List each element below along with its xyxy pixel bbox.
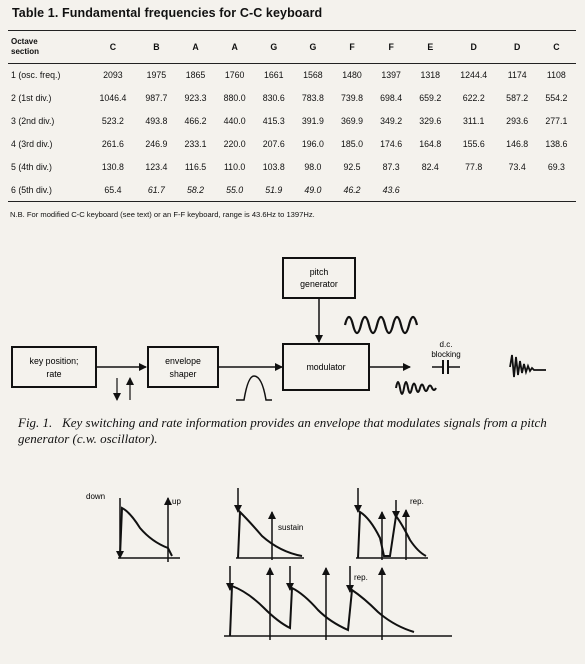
table-cell: 61.7 (147, 184, 165, 195)
modulator-label: modulator (306, 362, 346, 372)
table-cell: 659.2 (419, 93, 442, 103)
env-box-line1: envelope (165, 356, 201, 366)
table-cell: 46.2 (343, 184, 361, 195)
table-title: Table 1. Fundamental frequencies for C-C keyboard (12, 6, 323, 20)
table-cell: 987.7 (145, 93, 168, 103)
pitch-box-line1: pitch (309, 267, 329, 277)
note-header: C (553, 42, 560, 52)
table-note: N.B. For modified C-C keyboard (see text) or an F-F keyboard, range is 43.6Hz to 1397Hz. (10, 210, 315, 219)
table-cell: 415.3 (262, 116, 285, 126)
table-cell: 51.9 (265, 184, 283, 195)
table-cell: 130.8 (101, 162, 124, 172)
table-cell: 82.4 (421, 162, 439, 172)
table-cell: 92.5 (343, 162, 361, 172)
dc-label-line2: blocking (431, 350, 461, 359)
table-cell: 830.6 (262, 93, 285, 103)
note-header: G (270, 42, 278, 52)
row-label: 5 (4th div.) (11, 162, 52, 172)
pitch-sine-wave (345, 317, 417, 333)
table-cell: 65.4 (104, 184, 122, 195)
table-cell: 43.6 (382, 184, 400, 195)
table-cell: 233.1 (184, 139, 207, 149)
table-cell: 783.8 (301, 93, 324, 103)
table-cell: 110.0 (223, 162, 246, 172)
table-cell: 1244.4 (460, 70, 488, 81)
figure-number: Fig. 1. (18, 415, 53, 430)
table-cell: 739.8 (340, 93, 363, 103)
table-cell: 196.0 (301, 139, 324, 149)
note-header: A (231, 42, 238, 52)
table-cell: 277.1 (545, 116, 568, 126)
table-cell: 1318 (420, 70, 441, 81)
note-header: B (153, 42, 160, 52)
table-cell: 1480 (342, 70, 362, 81)
up-label: up (172, 497, 181, 506)
capacitor-symbol (432, 360, 460, 374)
table-cell: 554.2 (545, 93, 568, 103)
row-label: 6 (5th div.) (11, 184, 52, 195)
key-box-line1: key position; (29, 356, 79, 366)
table-cell: 73.4 (508, 162, 526, 172)
row-label: 2 (1st div.) (11, 93, 52, 103)
envelope-pulse-shape (236, 376, 272, 400)
note-header: F (349, 42, 355, 52)
note-header: F (388, 42, 394, 52)
table-cell: 164.8 (419, 139, 442, 149)
pitch-generator-box (283, 258, 355, 298)
table-cell: 587.2 (506, 93, 529, 103)
table-cell: 622.2 (462, 93, 485, 103)
rep-label-2: rep. (354, 573, 368, 582)
table-cell: 1975 (146, 70, 167, 81)
table-cell: 1108 (546, 70, 566, 81)
table-cell: 146.8 (506, 139, 529, 149)
table-cell: 246.9 (145, 139, 168, 149)
note-header: G (309, 42, 317, 52)
table-cell: 220.0 (223, 139, 246, 149)
table-cell: 1661 (263, 70, 284, 81)
row-label: 1 (osc. freq.) (11, 70, 61, 81)
table-cell: 698.4 (380, 93, 403, 103)
table-cell: 69.3 (547, 162, 565, 172)
header-line-1: Octave (11, 37, 38, 46)
table-cell: 523.2 (101, 116, 124, 126)
table-cell: 98.0 (304, 162, 322, 172)
table-cell: 311.1 (463, 116, 485, 126)
table-cell: 261.6 (101, 139, 124, 149)
table-cell: 174.6 (380, 139, 403, 149)
note-header: C (109, 42, 117, 52)
table-cell: 103.8 (262, 162, 285, 172)
table-cell: 1046.4 (99, 93, 127, 103)
table-cell: 58.2 (186, 184, 205, 195)
table-cell: 185.0 (340, 139, 363, 149)
table-cell: 2093 (103, 70, 123, 81)
rep-label-1: rep. (410, 497, 424, 506)
table-cell: 49.0 (304, 184, 322, 195)
table-cell: 1865 (185, 70, 206, 81)
table-cell: 493.8 (145, 116, 168, 126)
table-cell: 123.4 (145, 162, 168, 172)
table-cell: 880.0 (223, 93, 246, 103)
table-cell: 1760 (224, 70, 245, 81)
table-cell: 116.5 (184, 162, 207, 172)
table-cell: 155.6 (462, 139, 485, 149)
table-cell: 77.8 (465, 162, 483, 172)
modulated-waveform (396, 382, 436, 394)
table-cell: 923.3 (184, 93, 207, 103)
header-line-2: section (11, 47, 40, 56)
table-cell: 55.0 (226, 184, 244, 195)
table-cell: 440.0 (223, 116, 246, 126)
table-cell: 1174 (507, 70, 527, 81)
table-cell: 369.9 (340, 116, 363, 126)
row-label: 3 (2nd div.) (11, 116, 55, 126)
table-cell: 207.6 (262, 139, 285, 149)
table-cell: 87.3 (382, 162, 400, 172)
note-header: D (470, 42, 477, 52)
note-header: D (514, 42, 521, 52)
env-box-line2: shaper (169, 369, 197, 379)
note-header: A (192, 42, 199, 52)
table-cell: 1568 (303, 70, 323, 81)
table-cell: 1397 (381, 70, 401, 81)
key-position-box (12, 347, 96, 387)
down-label: down (86, 492, 106, 501)
output-waveform (510, 355, 546, 377)
table-cell: 329.6 (419, 116, 442, 126)
figure-caption-text: Key switching and rate information provides an envelope that modulates signals from a pitch generator (c.w. oscillator). (18, 415, 547, 446)
key-box-line2: rate (46, 369, 62, 379)
row-label: 4 (3rd div.) (11, 139, 53, 149)
sustain-label: sustain (278, 523, 304, 532)
envelope-timing-diagrams (118, 488, 452, 640)
table-cell: 391.9 (301, 116, 324, 126)
dc-label-line1: d.c. (439, 340, 453, 349)
table-cell: 293.6 (506, 116, 529, 126)
table-cell: 466.2 (184, 116, 207, 126)
table-cell: 349.2 (380, 116, 403, 126)
figure-caption (18, 415, 578, 447)
note-header: E (427, 42, 434, 52)
envelope-shaper-box (148, 347, 218, 387)
pitch-box-line2: generator (300, 279, 338, 289)
table-cell: 138.6 (545, 139, 568, 149)
